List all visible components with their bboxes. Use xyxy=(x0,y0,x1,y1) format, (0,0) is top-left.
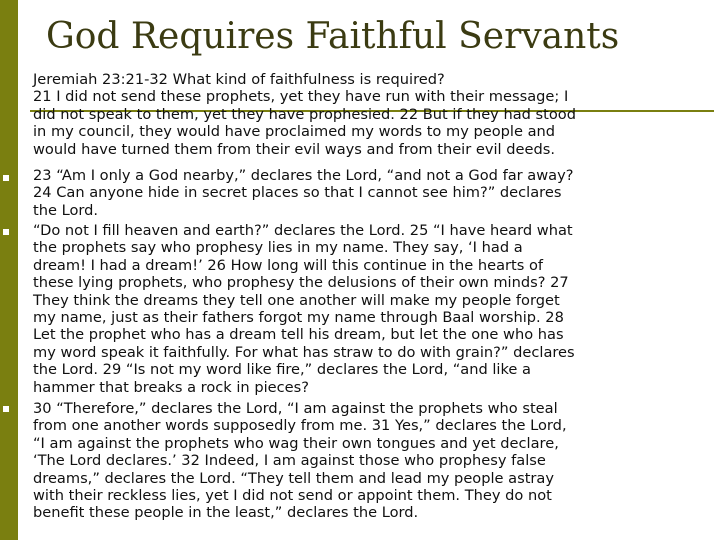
text-line: hammer that breaks a rock in pieces? xyxy=(33,378,309,396)
paragraph-verses-23-24 xyxy=(33,167,713,219)
text-line: “Do not I fill heaven and earth?” declares the Lord. 25 “I have heard what xyxy=(33,222,573,239)
bullet-icon xyxy=(2,174,10,182)
text-line: 23 “Am I only a God nearby,” declares the Lord, “and not a God far away? xyxy=(33,167,574,184)
bullet-icon xyxy=(2,405,10,413)
text-line: “I am against the prophets who wag their own tongues and yet declare, xyxy=(33,434,559,452)
text-line: the prophets say who prophesy lies in my name. They say, ‘I had a xyxy=(33,239,523,257)
text-line: my word speak it faithfully. For what has straw to do with grain?” declares xyxy=(33,343,575,361)
text-line: did not speak to them, yet they have prophesied. 22 But if they had stood xyxy=(33,105,576,123)
text-line: in my council, they would have proclaimed my words to my people and xyxy=(33,123,556,141)
text-line: benefit these people in the least,” declares the Lord. xyxy=(33,504,419,522)
text-line: Let the prophet who has a dream tell his dream, but let the one who has xyxy=(33,326,564,344)
text-line: ‘The Lord declares.’ 32 Indeed, I am against those who prophesy false xyxy=(33,452,546,470)
paragraph-verses-30-32 xyxy=(33,400,713,522)
text-line: my name, just as their fathers forgot my name through Baal worship. 28 xyxy=(33,309,564,327)
bullet-icon xyxy=(2,228,10,236)
text-line: the Lord. xyxy=(33,201,99,219)
text-line: from one another words supposedly from me. 31 Yes,” declares the Lord, xyxy=(33,417,567,435)
text-line: these lying prophets, who prophesy the delusions of their own minds? 27 xyxy=(33,274,569,292)
slide-side-bar xyxy=(0,0,18,540)
text-line: would have turned them from their evil ways and from their evil deeds. xyxy=(33,140,555,158)
text-line: dreams,” declares the Lord. “They tell them and lead my people astray xyxy=(33,469,555,487)
text-line: with their reckless lies, yet I did not send or appoint them. They do not xyxy=(33,487,552,505)
text-line: 24 Can anyone hide in secret places so that I cannot see him?” declares xyxy=(33,184,562,202)
text-line: They think the dreams they tell one another will make my people forget xyxy=(33,291,560,309)
text-line: dream! I had a dream!’ 26 How long will this continue in the hearts of xyxy=(33,256,544,274)
text-line: Jeremiah 23:21-32 What kind of faithfulness is required? xyxy=(33,71,445,88)
slide-title: God Requires Faithful Servants xyxy=(46,16,620,57)
text-line: 30 “Therefore,” declares the Lord, “I am against the prophets who steal xyxy=(33,400,558,417)
text-line: 21 I did not send these prophets, yet they have run with their message; I xyxy=(33,88,569,106)
text-line: the Lord. 29 “Is not my word like fire,” declares the Lord, “and like a xyxy=(33,361,531,379)
paragraph-verses-24-29 xyxy=(33,222,713,396)
paragraph-intro xyxy=(33,71,713,158)
